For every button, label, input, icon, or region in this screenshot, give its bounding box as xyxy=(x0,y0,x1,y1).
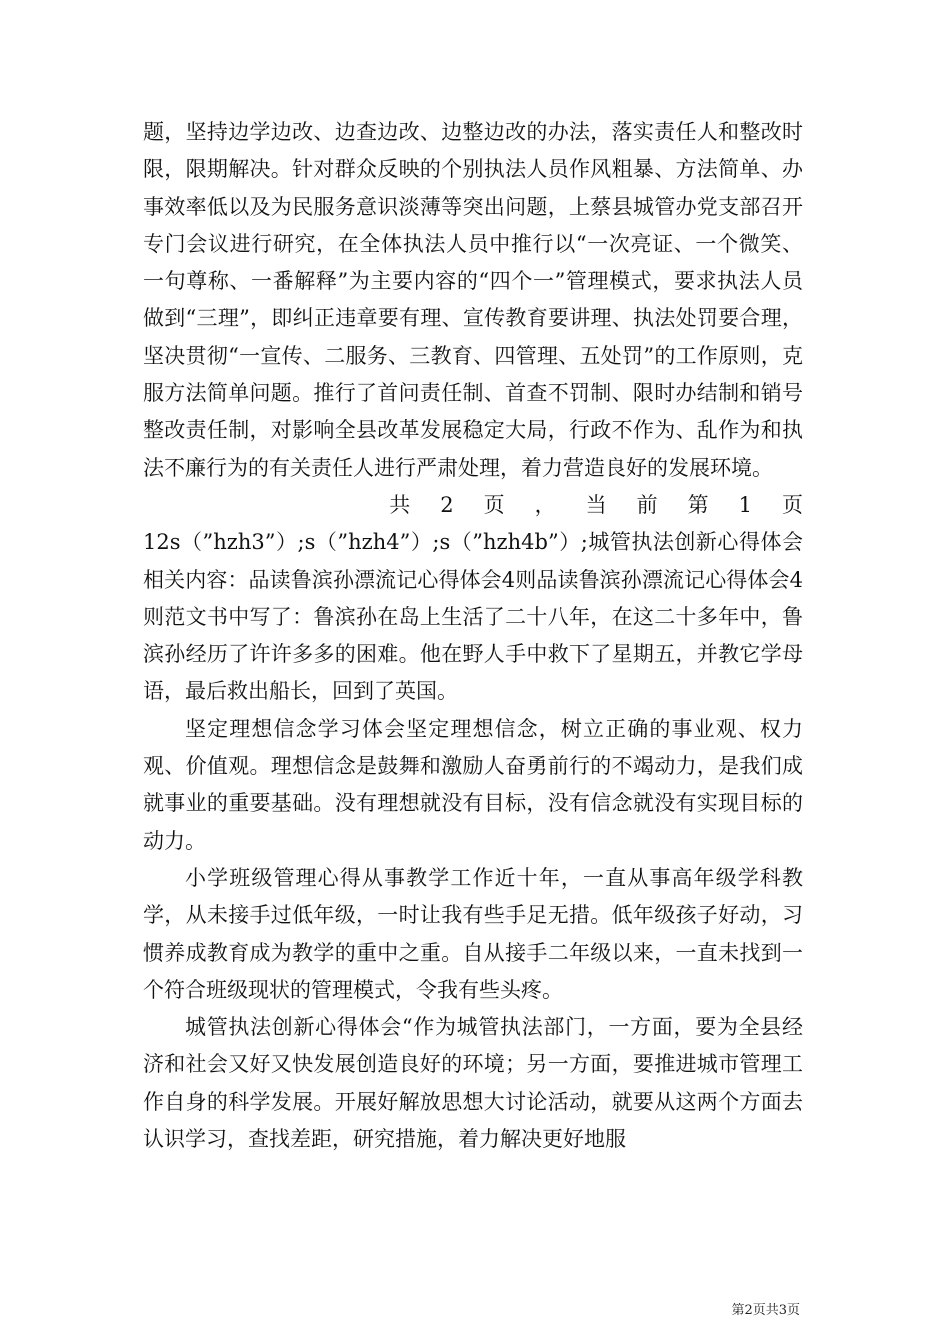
page-indicator-char: 页 xyxy=(483,492,505,517)
page-indicator-char: 当 xyxy=(585,492,607,517)
page-indicator-char: 2 xyxy=(440,492,454,517)
paragraph-4: 小学班级管理心得从事教学工作近十年，一直从事高年级学科教学，从未接手过低年级，一时让我有些手足无措。低年级孩子好动，习惯养成教育成为教学的重中之重。自从接手二年级以来，一直未找到一个符合班级现状的管理模式，令我有些头疼。 xyxy=(143,865,803,1002)
page-indicator-char: ， xyxy=(534,492,556,517)
page-indicator-line xyxy=(143,487,803,524)
paragraph-5: 城管执法创新心得体会“作为城管执法部门，一方面，要为全县经济和社会又好又快发展创造良好的环境；另一方面，要推进城市管理工作自身的科学发展。开展好解放思想大讨论活动，就要从这两个方面去认识学习，查找差距，研究措施，着力解决更好地服 xyxy=(143,1015,803,1152)
document-body xyxy=(143,114,803,1158)
page-indicator-char: 第 xyxy=(687,492,709,517)
page-indicator-char: 1 xyxy=(738,492,752,517)
paragraph-3: 坚定理想信念学习体会坚定理想信念，树立正确的事业观、权力观、价值观。理想信念是鼓舞和激励人奋勇前行的不竭动力，是我们成就事业的重要基础。没有理想就没有目标，没有信念就没有实现目标的动力。 xyxy=(143,716,803,853)
page-indicator-char: 前 xyxy=(636,492,658,517)
page-indicator-char: 共 xyxy=(389,492,411,517)
paragraph-1: 题，坚持边学边改、边查边改、边整边改的办法，落实责任人和整改时限，限期解决。针对群众反映的个别执法人员作风粗暴、方法简单、办事效率低以及为民服务意识淡薄等突出问题，上蔡县城管办党支部召开专门会议进行研究，在全体执法人员中推行以“一次亮证、一个微笑、一句尊称、一番解释”为主要内容的“四个一”管理模式，要求执法人员做到“三理”，即纠正违章要有理、宣传教育要讲理、执法处罚要合理，坚决贯彻“一宣传、二服务、三教育、四管理、五处罚”的工作原则，克服方法简单问题。推行了首问责任制、首查不罚制、限时办结制和销号整改责任制，对影响全县改革发展稳定大局，行政不作为、乱作为和执法不廉行为的有关责任人进行严肃处理，着力营造良好的发展环境。 xyxy=(143,120,803,480)
page-indicator-char: 页 xyxy=(782,492,803,517)
paragraph-2: 12s（”hzh3”）;s（”hzh4”）;s（”hzh4b”）;城管执法创新心得体会相关内容：品读鲁滨孙漂流记心得体会4则品读鲁滨孙漂流记心得体会4则范文书中写了：鲁滨孙在岛上生活了二十八年，在这二十多年中，鲁滨孙经历了许许多多的困难。他在野人手中救下了星期五，并教它学母语，最后救出船长，回到了英国。 xyxy=(143,530,803,704)
page-footer: 第2页共3页 xyxy=(731,1303,800,1318)
